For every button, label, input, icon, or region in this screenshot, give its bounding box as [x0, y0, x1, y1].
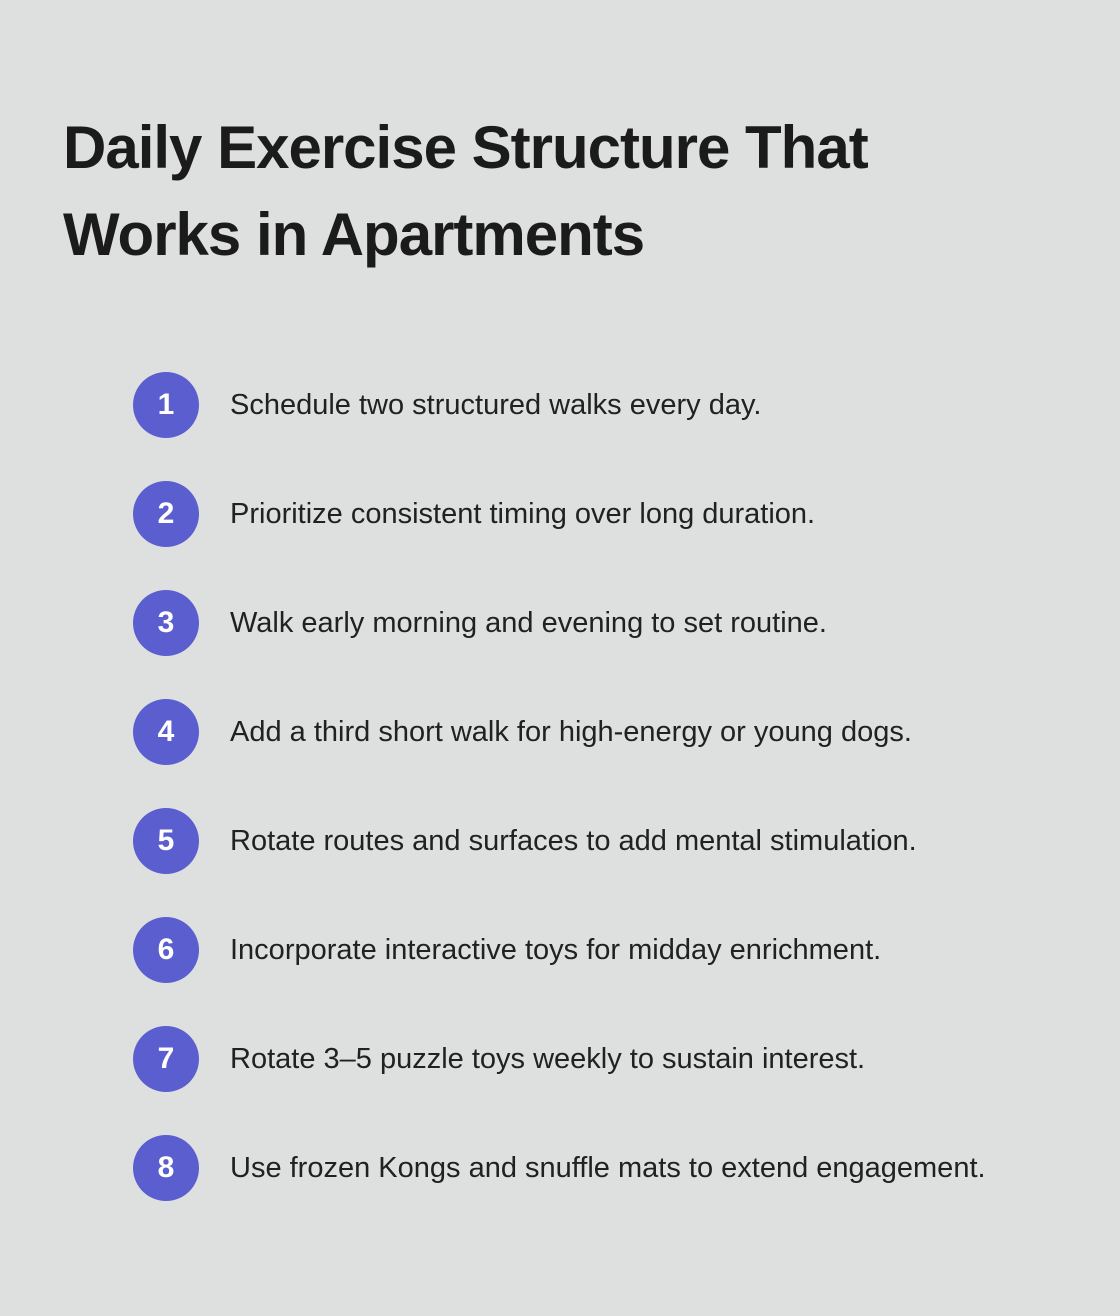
list-item: [133, 372, 1053, 438]
step-number-badge: 4: [133, 699, 199, 765]
step-number-badge: 3: [133, 590, 199, 656]
step-text: Prioritize consistent timing over long duration.: [230, 498, 816, 530]
step-text: Add a third short walk for high-energy or young dogs.: [230, 716, 912, 748]
step-number-badge: 2: [133, 481, 199, 547]
step-number-badge: 5: [133, 808, 199, 874]
step-text: Use frozen Kongs and snuffle mats to extend engagement.: [230, 1152, 986, 1184]
step-text: Schedule two structured walks every day.: [230, 389, 762, 421]
step-number-badge: 1: [133, 372, 199, 438]
step-text: Walk early morning and evening to set routine.: [230, 607, 827, 639]
step-number-badge: 6: [133, 917, 199, 983]
step-number-badge: 8: [133, 1135, 199, 1201]
list-item: [133, 481, 1053, 547]
step-text: Rotate 3–5 puzzle toys weekly to sustain interest.: [230, 1043, 866, 1075]
list-item: [133, 699, 1053, 765]
list-item: [133, 1026, 1053, 1092]
list-item: [133, 917, 1053, 983]
list-item: [133, 590, 1053, 656]
step-number-badge: 7: [133, 1026, 199, 1092]
page-title: Daily Exercise Structure That Works in Apartments: [63, 114, 868, 268]
steps-list: [133, 372, 1053, 1244]
step-text: Incorporate interactive toys for midday enrichment.: [230, 934, 882, 966]
step-text: Rotate routes and surfaces to add mental stimulation.: [230, 825, 917, 857]
list-item: [133, 1135, 1053, 1201]
list-item: [133, 808, 1053, 874]
